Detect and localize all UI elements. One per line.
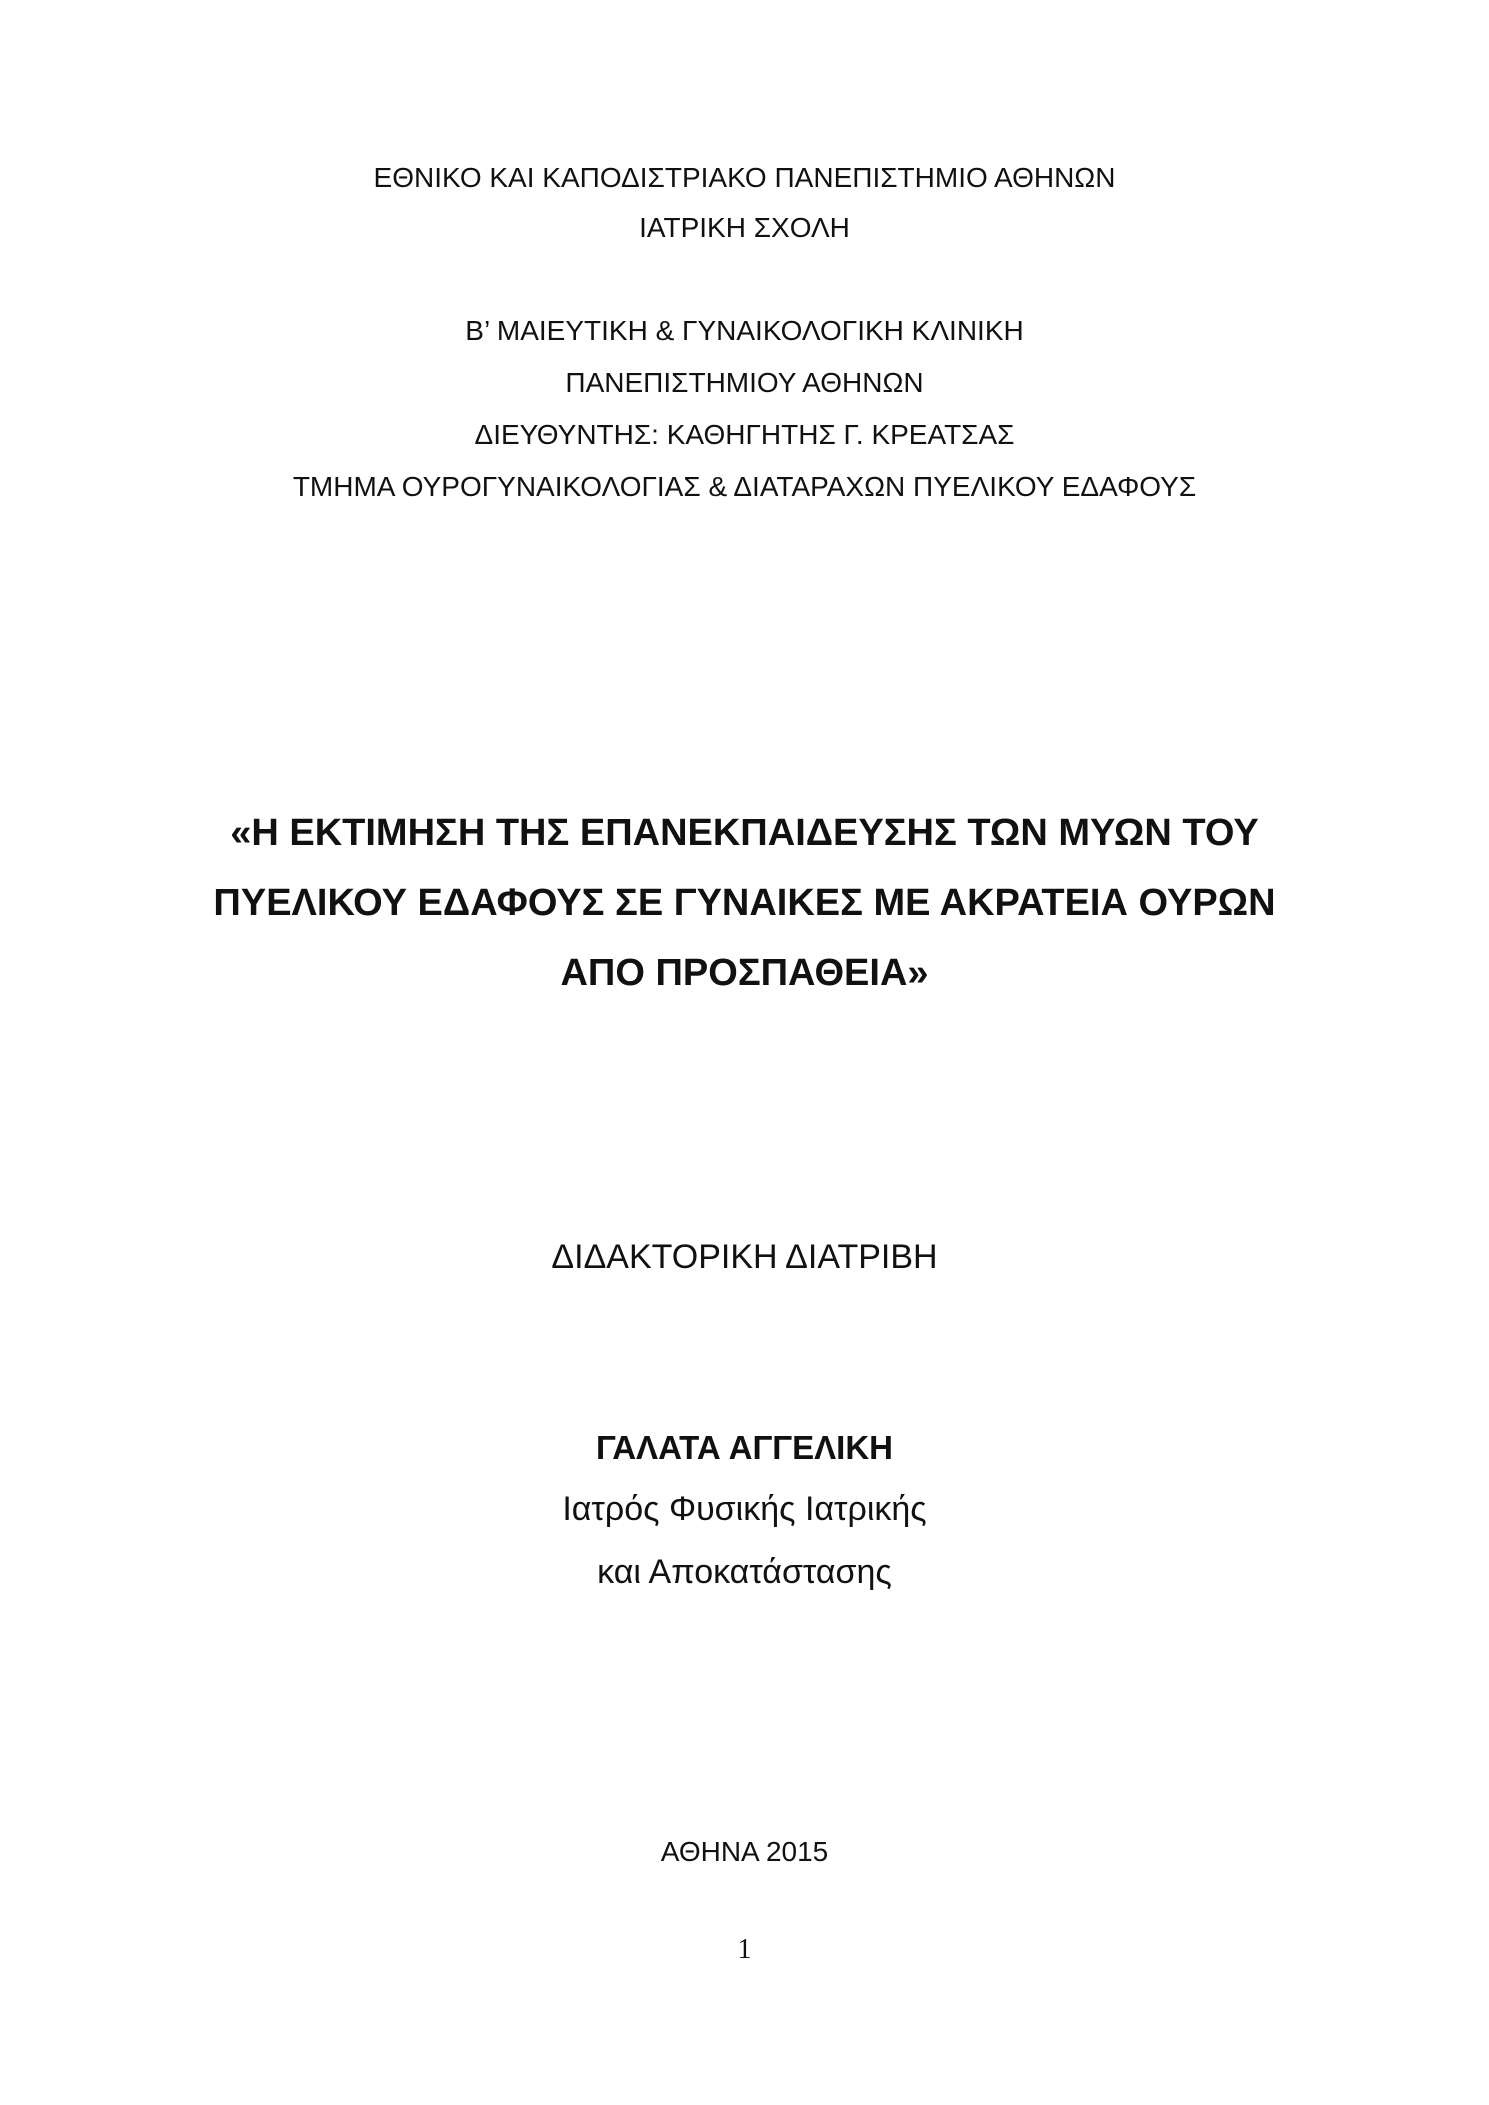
clinic-name-line-1: Β’ ΜΑΙΕΥΤΙΚΗ & ΓΥΝΑΙΚΟΛΟΓΙΚΗ ΚΛΙΝΙΚΗ (465, 315, 1024, 346)
director-line: ΔΙΕΥΘΥΝΤΗΣ: ΚΑΘΗΓΗΤΗΣ Γ. ΚΡΕΑΤΣΑΣ (474, 419, 1015, 450)
university-name: ΕΘΝΙΚΟ ΚΑΙ ΚΑΠΟΔΙΣΤΡΙΑΚΟ ΠΑΝΕΠΙΣΤΗΜΙΟ ΑΘΗΝΩΝ (373, 162, 1116, 193)
author-role-line-2: και Αποκατάστασης (597, 1553, 892, 1591)
document-type: ΔΙΔΑΚΤΟΡΙΚΗ ΔΙΑΤΡΙΒΗ (551, 1238, 938, 1276)
page-number: 1 (737, 1934, 752, 1965)
place-and-year: ΑΘΗΝΑ 2015 (660, 1836, 829, 1867)
author-name: ΓΑΛΑΤΑ ΑΓΓΕΛΙΚΗ (595, 1429, 894, 1466)
thesis-title-line-2: ΠΥΕΛΙΚΟΥ ΕΔΑΦΟΥΣ ΣΕ ΓΥΝΑΙΚΕΣ ΜΕ ΑΚΡΑΤΕΙΑ ΟΥΡΩΝ (213, 882, 1276, 924)
clinic-name-line-2: ΠΑΝΕΠΙΣΤΗΜΙΟΥ ΑΘΗΝΩΝ (565, 367, 924, 398)
thesis-title-line-3: ΑΠΟ ΠΡΟΣΠΑΘΕΙΑ» (560, 952, 929, 994)
author-role-line-1: Ιατρός Φυσικής Ιατρικής (562, 1490, 927, 1528)
school-name: ΙΑΤΡΙΚΗ ΣΧΟΛΗ (639, 212, 850, 243)
department-name: ΤΜΗΜΑ ΟΥΡΟΓΥΝΑΙΚΟΛΟΓΙΑΣ & ΔΙΑΤΑΡΑΧΩΝ ΠΥΕΛΙΚΟΥ ΕΔΑΦΟΥΣ (292, 471, 1197, 502)
thesis-title-line-1: «Η ΕΚΤΙΜΗΣΗ ΤΗΣ ΕΠΑΝΕΚΠΑΙΔΕΥΣΗΣ ΤΩΝ ΜΥΩΝ ΤΟΥ (230, 812, 1259, 854)
